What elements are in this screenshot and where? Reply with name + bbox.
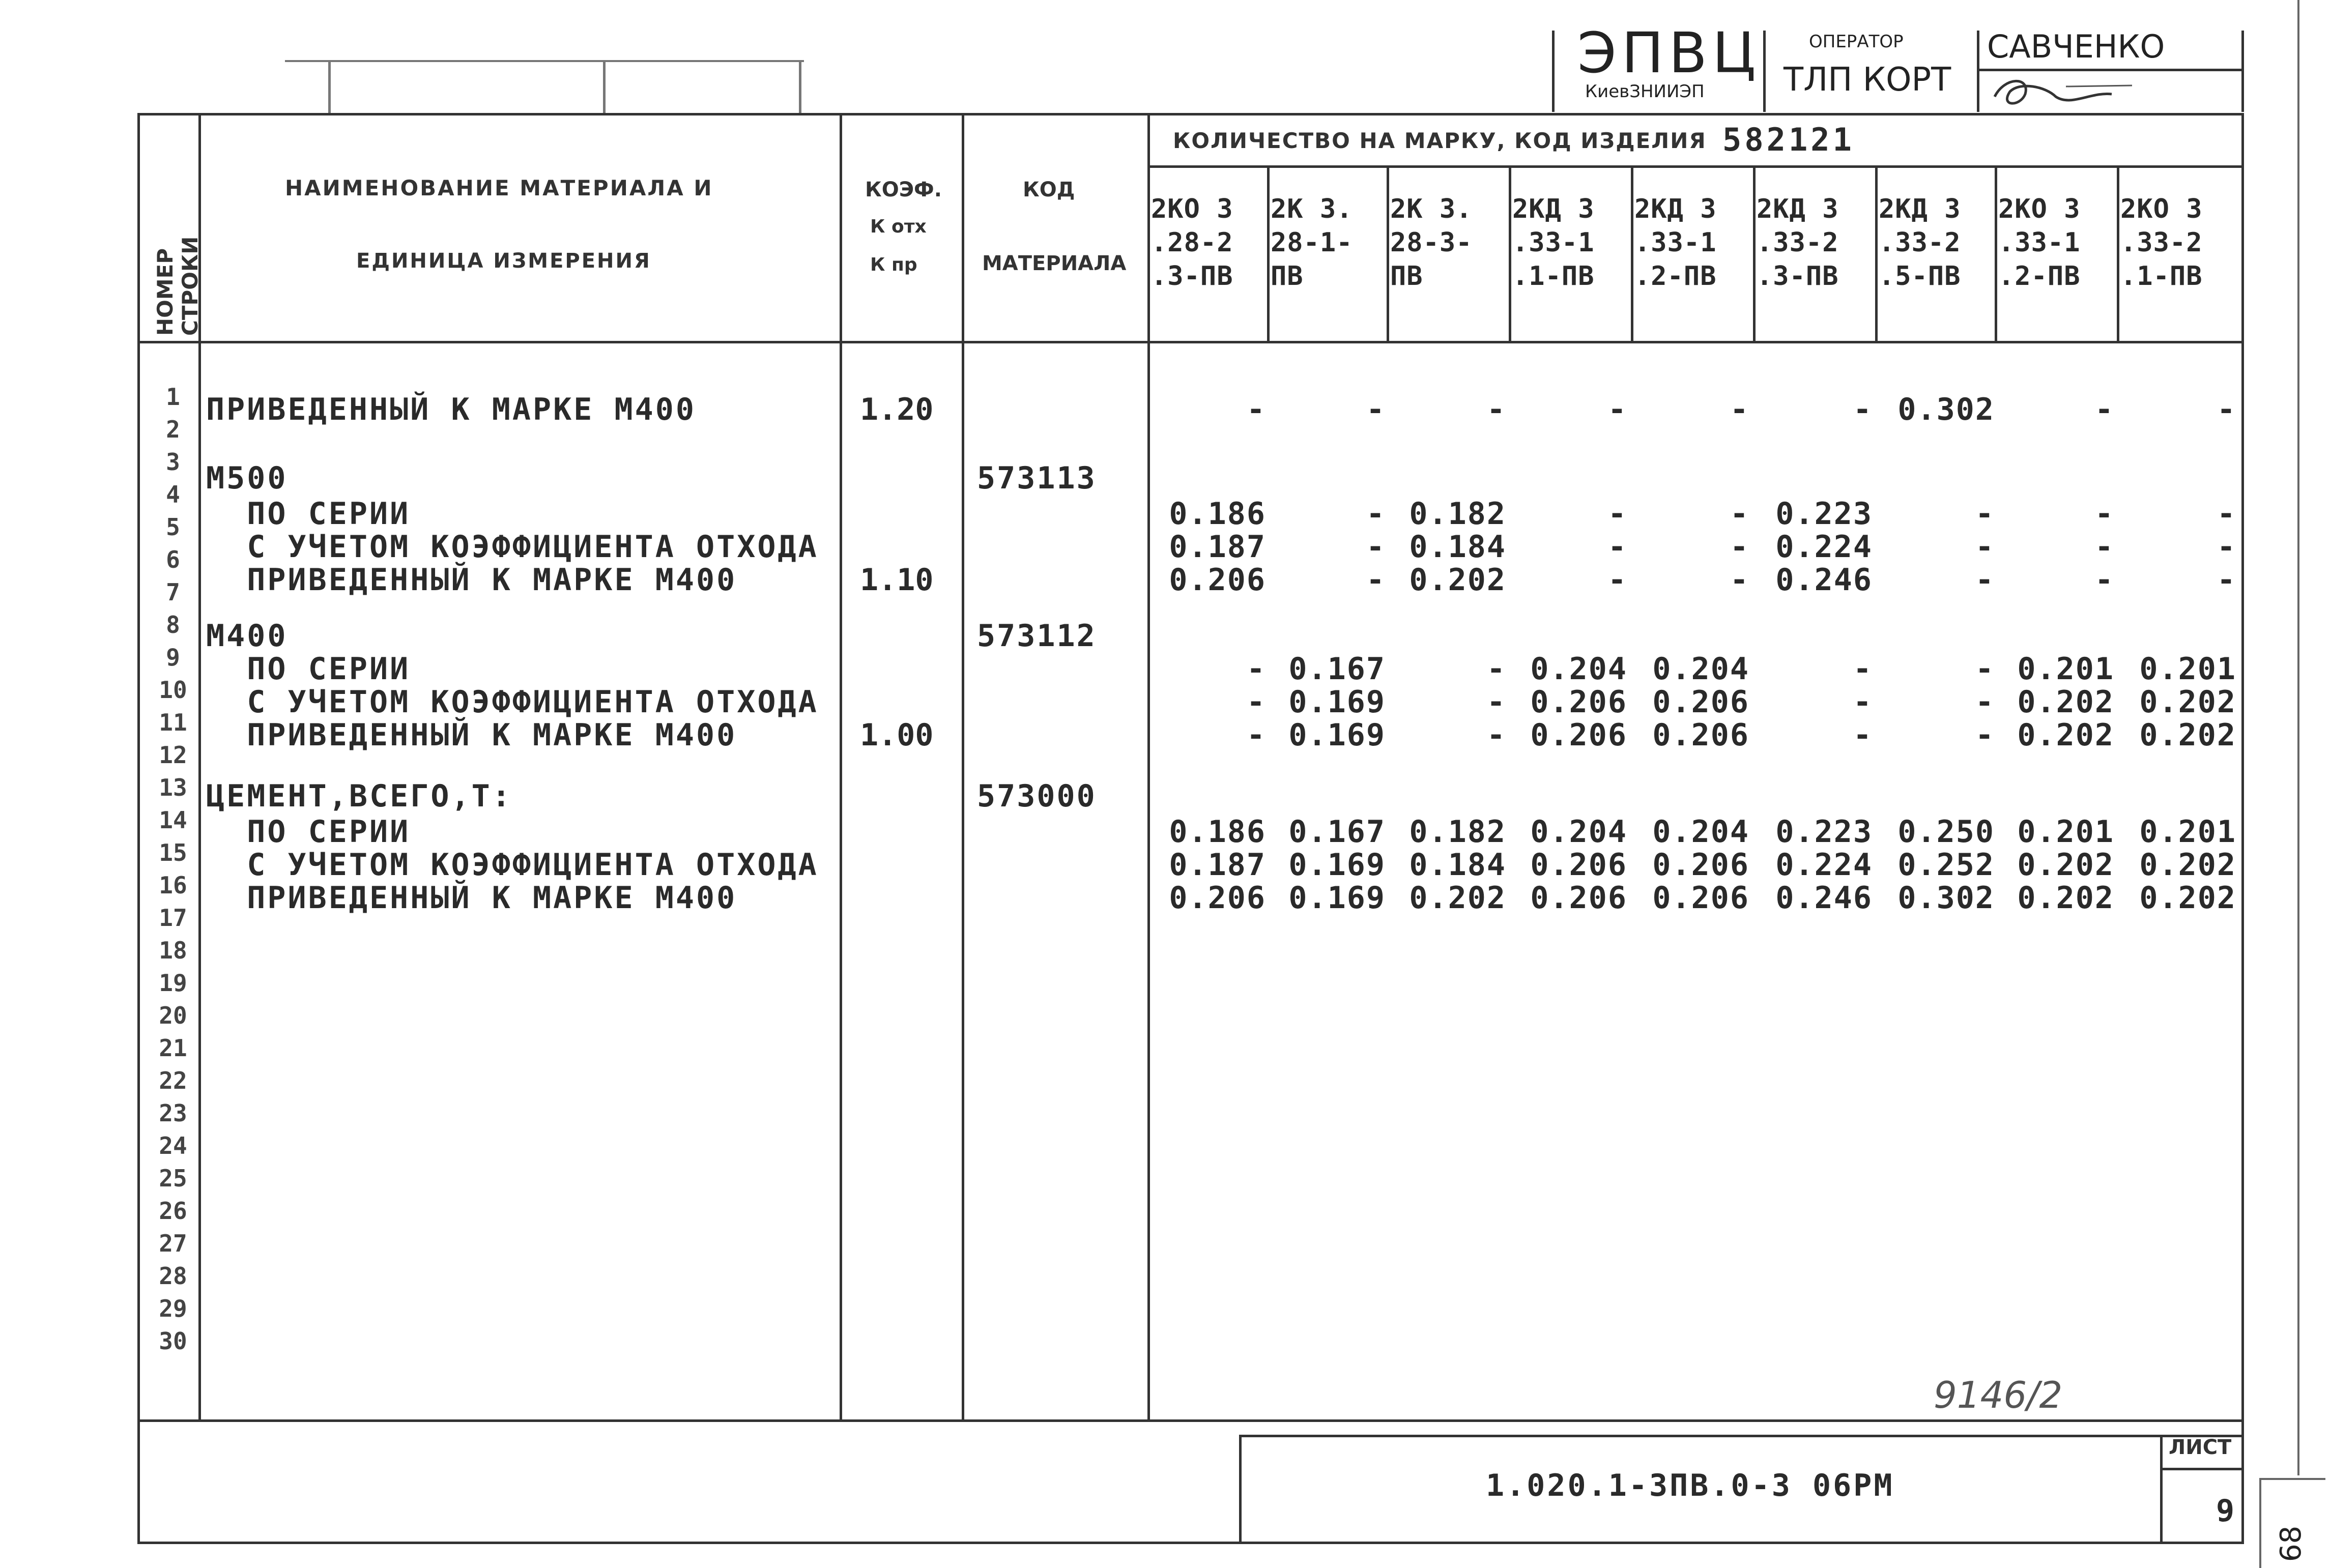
quantity-cell: 0.206 — [1169, 562, 1266, 598]
quantity-cell: 0.202 — [2017, 684, 2114, 720]
quantity-cell: 0.204 — [1530, 814, 1627, 850]
header-name-line1: НАИМЕНОВАНИЕ МАТЕРИАЛА И — [285, 176, 713, 200]
material-row-label: ПРИВЕДЕННЫЙ К МАРКЕ М400 — [206, 717, 737, 753]
row-number: 13 — [159, 774, 187, 801]
mark-header: 2КД 3 .33-1 .2-ПВ — [1634, 194, 1717, 292]
quantity-cell: 0.246 — [1775, 880, 1873, 916]
operator-label: ОПЕРАТОР — [1809, 32, 1904, 52]
quantity-cell: 0.206 — [1169, 880, 1266, 916]
header-name-line2: ЕДИНИЦА ИЗМЕРЕНИЯ — [356, 249, 651, 273]
material-code: 573000 — [977, 778, 1097, 814]
handwritten-number: 9146/2 — [1934, 1374, 2063, 1416]
quantity-cell: 0.202 — [2017, 880, 2114, 916]
quantity-cell: 0.201 — [2139, 814, 2236, 850]
mark-divider — [1267, 165, 1270, 341]
quantity-cell: 0.202 — [2139, 847, 2236, 883]
quantity-cell: - — [1366, 392, 1386, 427]
mark-divider — [1753, 165, 1756, 341]
material-code: 573113 — [977, 460, 1097, 496]
person-name: САВЧЕНКО — [1987, 28, 2165, 65]
mark-header: 2КО 3 .33-1 .2-ПВ — [1998, 194, 2081, 292]
material-row-label: ПО СЕРИИ — [206, 814, 411, 850]
quantity-cell: - — [1730, 496, 1749, 532]
quantity-cell: - — [1246, 392, 1266, 427]
quantity-cell: - — [1853, 392, 1873, 427]
right-edge-line — [2297, 0, 2299, 1475]
quantity-cell: - — [2094, 392, 2114, 427]
quantity-cell: 0.206 — [1530, 684, 1627, 720]
quantity-cell: - — [2094, 529, 2114, 565]
header-rownum: НОМЕР СТРОКИ — [153, 236, 203, 336]
mark-divider — [1509, 165, 1511, 341]
quantity-cell: - — [1486, 717, 1506, 753]
row-number: 8 — [166, 611, 180, 638]
quantity-cell: - — [1486, 392, 1506, 427]
row-number: 26 — [159, 1197, 187, 1225]
row-number: 19 — [159, 969, 187, 997]
quantity-cell: - — [1853, 651, 1873, 687]
row-number: 23 — [159, 1099, 187, 1127]
row-number: 25 — [159, 1165, 187, 1192]
top-left-divider — [799, 60, 801, 113]
quantity-cell: 0.206 — [1652, 847, 1749, 883]
quantity-cell: 0.206 — [1652, 684, 1749, 720]
org-name: ЭПВЦ — [1577, 20, 1761, 85]
quantity-cell: - — [1366, 496, 1386, 532]
quantity-cell: 0.169 — [1288, 717, 1386, 753]
mark-divider — [1875, 165, 1878, 341]
quantity-cell: 0.202 — [2139, 880, 2236, 916]
quantity-cell: - — [2217, 392, 2236, 427]
quantity-cell: 0.202 — [2139, 717, 2236, 753]
quantity-cell: 0.252 — [1897, 847, 1995, 883]
row-number: 7 — [166, 578, 180, 606]
quantity-cell: 0.250 — [1897, 814, 1995, 850]
quantity-cell: 0.224 — [1775, 529, 1873, 565]
row-number: 11 — [159, 709, 187, 736]
header-coef-line1: КОЭФ. — [865, 178, 942, 201]
quantity-cell: 0.202 — [2017, 847, 2114, 883]
frame-bottom — [137, 1542, 2244, 1544]
frame-top — [137, 113, 2244, 115]
row-number: 12 — [159, 741, 187, 769]
quantity-cell: 0.223 — [1775, 814, 1873, 850]
material-row-label: ЦЕМЕНТ,ВСЕГО,Т: — [206, 778, 512, 814]
material-row-label: С УЧЕТОМ КОЭФФИЦИЕНТА ОТХОДА — [206, 529, 819, 565]
mark-divider — [1631, 165, 1633, 341]
quantity-cell: - — [1246, 651, 1266, 687]
header-qty-title: КОЛИЧЕСТВО НА МАРКУ, КОД ИЗДЕЛИЯ — [1173, 128, 1707, 153]
mark-divider — [1387, 165, 1389, 341]
quantity-cell: 0.224 — [1775, 847, 1873, 883]
header-product-code: 582121 — [1722, 121, 1855, 158]
quantity-cell: - — [1607, 529, 1627, 565]
mark-header: 2КД 3 .33-2 .3-ПВ — [1757, 194, 1839, 292]
quantity-cell: 0.169 — [1288, 847, 1386, 883]
quantity-cell: - — [1486, 684, 1506, 720]
frame-left — [137, 113, 140, 1544]
quantity-cell: 0.201 — [2017, 814, 2114, 850]
quantity-cell: - — [1975, 529, 1995, 565]
frame-right — [2241, 113, 2244, 1544]
quantity-cell: - — [1607, 496, 1627, 532]
quantity-cell: 0.206 — [1530, 717, 1627, 753]
footer-divider — [2160, 1435, 2163, 1544]
quantity-cell: - — [1730, 392, 1749, 427]
col-divider-coef — [962, 113, 964, 1420]
mark-header: 2КД 3 .33-2 .5-ПВ — [1879, 194, 1961, 292]
mark-header: 2КО 3 .33-2 .1-ПВ — [2120, 194, 2203, 292]
mark-divider — [2117, 165, 2119, 341]
quantity-cell: 0.182 — [1409, 496, 1506, 532]
quantity-cell: 0.202 — [1409, 562, 1506, 598]
quantity-cell: - — [1366, 562, 1386, 598]
coefficient-value: 1.00 — [860, 717, 934, 753]
quantity-cell: 0.184 — [1409, 847, 1506, 883]
quantity-cell: - — [1607, 392, 1627, 427]
row-number: 24 — [159, 1132, 187, 1159]
quantity-cell: - — [1853, 684, 1873, 720]
quantity-cell: 0.202 — [2017, 717, 2114, 753]
side-number: 68 — [2275, 1525, 2308, 1562]
row-number: 5 — [166, 513, 180, 541]
quantity-cell: - — [1730, 529, 1749, 565]
row-number: 3 — [166, 448, 180, 476]
material-row-label: С УЧЕТОМ КОЭФФИЦИЕНТА ОТХОДА — [206, 847, 819, 883]
quantity-cell: 0.204 — [1652, 814, 1749, 850]
quantity-cell: - — [1246, 684, 1266, 720]
row-number: 22 — [159, 1067, 187, 1094]
row-number: 16 — [159, 872, 187, 899]
row-number: 1 — [166, 383, 180, 411]
quantity-cell: - — [1975, 651, 1995, 687]
quantity-cell: - — [2217, 496, 2236, 532]
quantity-cell: 0.206 — [1530, 847, 1627, 883]
row-number: 28 — [159, 1262, 187, 1290]
side-box-line — [2259, 1478, 2325, 1480]
quantity-cell: 0.202 — [2139, 684, 2236, 720]
mark-header: 2КД 3 .33-1 .1-ПВ — [1512, 194, 1595, 292]
operator-value: ТЛП КОРТ — [1784, 61, 1951, 99]
doc-code: 1.020.1-3ПВ.0-3 06РМ — [1486, 1468, 1894, 1503]
sheet-label: ЛИСТ — [2169, 1436, 2232, 1459]
qty-header-separator — [1147, 165, 2241, 168]
quantity-cell: 0.169 — [1288, 684, 1386, 720]
signature — [1990, 71, 2142, 112]
quantity-cell: 0.167 — [1288, 814, 1386, 850]
coefficient-value: 1.20 — [860, 392, 934, 427]
footer-divider — [1239, 1435, 1242, 1544]
col-divider-code — [1147, 113, 1150, 1420]
row-number: 15 — [159, 839, 187, 866]
row-number: 4 — [166, 481, 180, 508]
quantity-cell: - — [1486, 651, 1506, 687]
material-row-label: М400 — [206, 618, 288, 654]
footer-sheet-line — [2160, 1468, 2244, 1470]
quantity-cell: 0.186 — [1169, 496, 1266, 532]
quantity-cell: 0.187 — [1169, 847, 1266, 883]
quantity-cell: - — [1975, 562, 1995, 598]
quantity-cell: 0.167 — [1288, 651, 1386, 687]
quantity-cell: 0.202 — [1409, 880, 1506, 916]
quantity-cell: - — [1975, 684, 1995, 720]
mark-header: 2К 3. 28-1- ПВ — [1271, 194, 1353, 292]
quantity-cell: 0.204 — [1652, 651, 1749, 687]
row-number: 18 — [159, 937, 187, 964]
quantity-cell: 0.206 — [1530, 880, 1627, 916]
mark-header: 2К 3. 28-3- ПВ — [1390, 194, 1473, 292]
quantity-cell: 0.223 — [1775, 496, 1873, 532]
mark-divider — [1995, 165, 1997, 341]
quantity-cell: 0.206 — [1652, 880, 1749, 916]
quantity-cell: - — [1246, 717, 1266, 753]
quantity-cell: 0.302 — [1897, 880, 1995, 916]
quantity-cell: 0.186 — [1169, 814, 1266, 850]
quantity-cell: 0.201 — [2139, 651, 2236, 687]
quantity-cell: 0.201 — [2017, 651, 2114, 687]
row-number: 29 — [159, 1295, 187, 1322]
row-number: 21 — [159, 1034, 187, 1062]
quantity-cell: - — [1975, 496, 1995, 532]
quantity-cell: - — [2094, 496, 2114, 532]
quantity-cell: - — [2094, 562, 2114, 598]
quantity-cell: - — [1730, 562, 1749, 598]
footer-top-line — [1239, 1435, 2244, 1437]
header-separator — [137, 341, 2244, 343]
frame-bottom-table — [137, 1419, 2244, 1422]
org-subtitle: КиевЗНИИЭП — [1585, 81, 1705, 102]
header-coef-line2: К отх — [870, 216, 927, 237]
quantity-cell: - — [1607, 562, 1627, 598]
mark-header: 2КО 3 .28-2 .3-ПВ — [1151, 194, 1233, 292]
header-coef-line3: К пр — [870, 254, 917, 275]
quantity-cell: 0.302 — [1897, 392, 1995, 427]
quantity-cell: - — [1975, 717, 1995, 753]
quantity-cell: - — [1366, 529, 1386, 565]
quantity-cell: 0.182 — [1409, 814, 1506, 850]
header-code-line1: КОД — [1023, 178, 1075, 201]
side-box-line — [2259, 1478, 2261, 1568]
material-row-label: ПРИВЕДЕННЫЙ К МАРКЕ М400 — [206, 562, 737, 598]
row-number: 14 — [159, 806, 187, 834]
quantity-cell: 0.187 — [1169, 529, 1266, 565]
top-left-border — [285, 60, 804, 62]
material-row-label: ПО СЕРИИ — [206, 651, 411, 687]
top-left-divider — [328, 60, 331, 113]
quantity-cell: 0.169 — [1288, 880, 1386, 916]
row-number: 30 — [159, 1327, 187, 1355]
quantity-cell: 0.246 — [1775, 562, 1873, 598]
coefficient-value: 1.10 — [860, 562, 934, 598]
quantity-cell: - — [2217, 562, 2236, 598]
row-number: 17 — [159, 904, 187, 932]
col-divider-name — [840, 113, 842, 1420]
quantity-cell: 0.206 — [1652, 717, 1749, 753]
quantity-cell: 0.204 — [1530, 651, 1627, 687]
row-number: 10 — [159, 676, 187, 704]
material-row-label: ПРИВЕДЕННЫЙ К МАРКЕ М400 — [206, 392, 696, 427]
quantity-cell: - — [2217, 529, 2236, 565]
material-row-label: ПРИВЕДЕННЫЙ К МАРКЕ М400 — [206, 880, 737, 916]
row-number: 6 — [166, 546, 180, 573]
row-number: 27 — [159, 1230, 187, 1257]
material-code: 573112 — [977, 618, 1097, 654]
material-row-label: ПО СЕРИИ — [206, 496, 411, 532]
sheet-number: 9 — [2216, 1493, 2235, 1529]
material-row-label: М500 — [206, 460, 288, 496]
quantity-cell: 0.184 — [1409, 529, 1506, 565]
material-row-label: С УЧЕТОМ КОЭФФИЦИЕНТА ОТХОДА — [206, 684, 819, 720]
row-number: 2 — [166, 416, 180, 443]
row-number: 9 — [166, 644, 180, 671]
top-left-divider — [603, 60, 606, 113]
header-code-line2: МАТЕРИАЛА — [982, 252, 1127, 275]
row-number: 20 — [159, 1002, 187, 1029]
quantity-cell: - — [1853, 717, 1873, 753]
